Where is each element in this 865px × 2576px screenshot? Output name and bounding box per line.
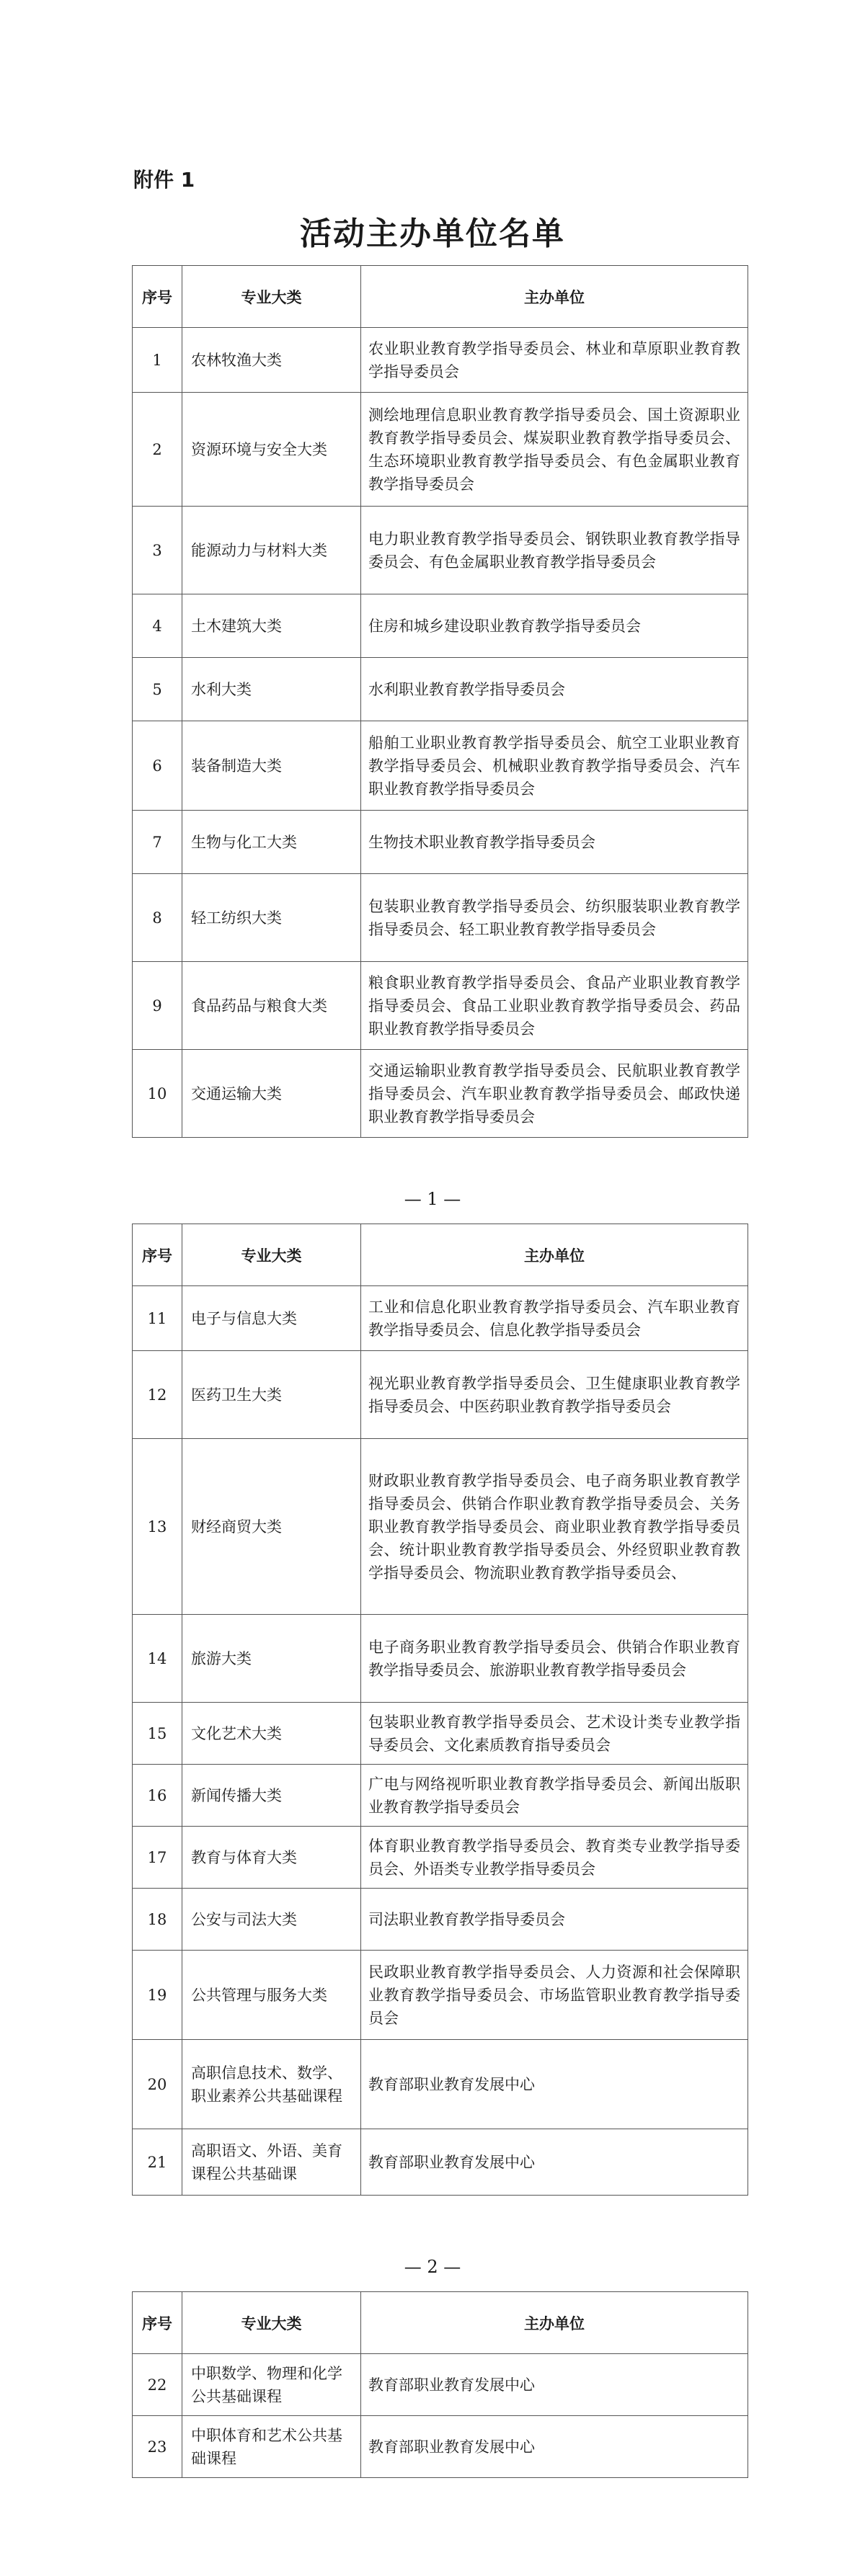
table-row <box>133 1286 748 1351</box>
organizer-table-page-1 <box>132 265 748 1138</box>
header-category: 专业大类 <box>182 2292 361 2354</box>
row-no: 21 <box>133 2129 182 2196</box>
table-row <box>133 962 748 1050</box>
row-organizer: 视光职业教育教学指导委员会、卫生健康职业教育教学指导委员会、中医药职业教育教学指导委员会 <box>361 1351 748 1439</box>
page-number-2: — 2 — <box>404 2257 461 2277</box>
table-row <box>133 1765 748 1827</box>
row-organizer: 电力职业教育教学指导委员会、钢铁职业教育教学指导委员会、有色金属职业教育教学指导委员会 <box>361 507 748 594</box>
table-row <box>133 1615 748 1703</box>
row-category: 文化艺术大类 <box>182 1703 361 1765</box>
row-no: 12 <box>133 1351 182 1439</box>
row-organizer: 教育部职业教育发展中心 <box>361 2354 748 2416</box>
table-row <box>133 1050 748 1138</box>
row-category: 公安与司法大类 <box>182 1889 361 1951</box>
table-row <box>133 1827 748 1889</box>
table-header-row <box>133 2292 748 2354</box>
table-row <box>133 594 748 658</box>
row-organizer: 财政职业教育教学指导委员会、电子商务职业教育教学指导委员会、供销合作职业教育教学指导委员会、关务职业教育教学指导委员会、商业职业教育教学指导委员会、统计职业教育教学指导委员会、外经贸职业教育教学指导委员会、物流职业教育教学指导委员会、 <box>361 1439 748 1615</box>
header-no: 序号 <box>133 266 182 328</box>
row-category: 医药卫生大类 <box>182 1351 361 1439</box>
row-organizer: 体育职业教育教学指导委员会、教育类专业教学指导委员会、外语类专业教学指导委员会 <box>361 1827 748 1889</box>
row-no: 13 <box>133 1439 182 1615</box>
table-row <box>133 658 748 721</box>
header-no: 序号 <box>133 1224 182 1286</box>
row-no: 23 <box>133 2416 182 2478</box>
row-organizer: 司法职业教育教学指导委员会 <box>361 1889 748 1951</box>
table-row <box>133 328 748 393</box>
table-row <box>133 811 748 874</box>
row-organizer: 船舶工业职业教育教学指导委员会、航空工业职业教育教学指导委员会、机械职业教育教学指导委员会、汽车职业教育教学指导委员会 <box>361 721 748 811</box>
row-category: 电子与信息大类 <box>182 1286 361 1351</box>
table-row <box>133 721 748 811</box>
row-category: 旅游大类 <box>182 1615 361 1703</box>
row-organizer: 民政职业教育教学指导委员会、人力资源和社会保障职业教育教学指导委员会、市场监管职业教育教学指导委员会 <box>361 1951 748 2040</box>
row-organizer: 包装职业教育教学指导委员会、艺术设计类专业教学指导委员会、文化素质教育指导委员会 <box>361 1703 748 1765</box>
row-category: 资源环境与安全大类 <box>182 393 361 507</box>
row-category: 财经商贸大类 <box>182 1439 361 1615</box>
header-organizer: 主办单位 <box>361 1224 748 1286</box>
table-row <box>133 1703 748 1765</box>
table-row <box>133 2129 748 2196</box>
row-no: 9 <box>133 962 182 1050</box>
row-no: 14 <box>133 1615 182 1703</box>
row-no: 19 <box>133 1951 182 2040</box>
table-header-row <box>133 1224 748 1286</box>
row-category: 高职信息技术、数学、职业素养公共基础课程 <box>182 2040 361 2129</box>
page-number-1: — 1 — <box>404 1189 461 1209</box>
table-row <box>133 507 748 594</box>
row-organizer: 包装职业教育教学指导委员会、纺织服装职业教育教学指导委员会、轻工职业教育教学指导委员会 <box>361 874 748 962</box>
row-no: 16 <box>133 1765 182 1827</box>
row-no: 4 <box>133 594 182 658</box>
row-organizer: 教育部职业教育发展中心 <box>361 2129 748 2196</box>
row-no: 6 <box>133 721 182 811</box>
attachment-label: 附件 1 <box>133 168 195 192</box>
row-category: 能源动力与材料大类 <box>182 507 361 594</box>
row-organizer: 电子商务职业教育教学指导委员会、供销合作职业教育教学指导委员会、旅游职业教育教学指导委员会 <box>361 1615 748 1703</box>
row-category: 食品药品与粮食大类 <box>182 962 361 1050</box>
row-no: 5 <box>133 658 182 721</box>
row-organizer: 教育部职业教育发展中心 <box>361 2416 748 2478</box>
row-category: 新闻传播大类 <box>182 1765 361 1827</box>
table-row <box>133 2040 748 2129</box>
row-no: 22 <box>133 2354 182 2416</box>
row-category: 高职语文、外语、美育课程公共基础课 <box>182 2129 361 2196</box>
row-organizer: 工业和信息化职业教育教学指导委员会、汽车职业教育教学指导委员会、信息化教学指导委员会 <box>361 1286 748 1351</box>
row-category: 水利大类 <box>182 658 361 721</box>
table-row <box>133 1951 748 2040</box>
row-no: 10 <box>133 1050 182 1138</box>
row-category: 生物与化工大类 <box>182 811 361 874</box>
row-category: 交通运输大类 <box>182 1050 361 1138</box>
page-title: 活动主办单位名单 <box>300 215 565 252</box>
organizer-table-page-3 <box>132 2291 748 2478</box>
row-no: 1 <box>133 328 182 393</box>
row-category: 中职数学、物理和化学公共基础课程 <box>182 2354 361 2416</box>
row-organizer: 交通运输职业教育教学指导委员会、民航职业教育教学指导委员会、汽车职业教育教学指导委员会、邮政快递职业教育教学指导委员会 <box>361 1050 748 1138</box>
row-no: 2 <box>133 393 182 507</box>
row-organizer: 广电与网络视听职业教育教学指导委员会、新闻出版职业教育教学指导委员会 <box>361 1765 748 1827</box>
row-category: 轻工纺织大类 <box>182 874 361 962</box>
row-no: 11 <box>133 1286 182 1351</box>
row-category: 农林牧渔大类 <box>182 328 361 393</box>
table-row <box>133 2416 748 2478</box>
row-category: 装备制造大类 <box>182 721 361 811</box>
header-organizer: 主办单位 <box>361 266 748 328</box>
organizer-table-page-2 <box>132 1224 748 2196</box>
table-row <box>133 393 748 507</box>
table-row <box>133 1889 748 1951</box>
row-organizer: 测绘地理信息职业教育教学指导委员会、国土资源职业教育教学指导委员会、煤炭职业教育教学指导委员会、生态环境职业教育教学指导委员会、有色金属职业教育教学指导委员会 <box>361 393 748 507</box>
row-no: 7 <box>133 811 182 874</box>
row-no: 20 <box>133 2040 182 2129</box>
table-row <box>133 1439 748 1615</box>
row-no: 17 <box>133 1827 182 1889</box>
row-organizer: 教育部职业教育发展中心 <box>361 2040 748 2129</box>
row-no: 15 <box>133 1703 182 1765</box>
row-category: 土木建筑大类 <box>182 594 361 658</box>
row-organizer: 农业职业教育教学指导委员会、林业和草原职业教育教学指导委员会 <box>361 328 748 393</box>
table-row <box>133 1351 748 1439</box>
row-category: 中职体育和艺术公共基础课程 <box>182 2416 361 2478</box>
header-organizer: 主办单位 <box>361 2292 748 2354</box>
table-row <box>133 874 748 962</box>
row-organizer: 粮食职业教育教学指导委员会、食品产业职业教育教学指导委员会、食品工业职业教育教学指导委员会、药品职业教育教学指导委员会 <box>361 962 748 1050</box>
table-header-row <box>133 266 748 328</box>
row-organizer: 生物技术职业教育教学指导委员会 <box>361 811 748 874</box>
row-no: 18 <box>133 1889 182 1951</box>
header-no: 序号 <box>133 2292 182 2354</box>
row-organizer: 水利职业教育教学指导委员会 <box>361 658 748 721</box>
table-row <box>133 2354 748 2416</box>
row-no: 3 <box>133 507 182 594</box>
row-category: 公共管理与服务大类 <box>182 1951 361 2040</box>
header-category: 专业大类 <box>182 1224 361 1286</box>
header-category: 专业大类 <box>182 266 361 328</box>
row-no: 8 <box>133 874 182 962</box>
row-organizer: 住房和城乡建设职业教育教学指导委员会 <box>361 594 748 658</box>
row-category: 教育与体育大类 <box>182 1827 361 1889</box>
